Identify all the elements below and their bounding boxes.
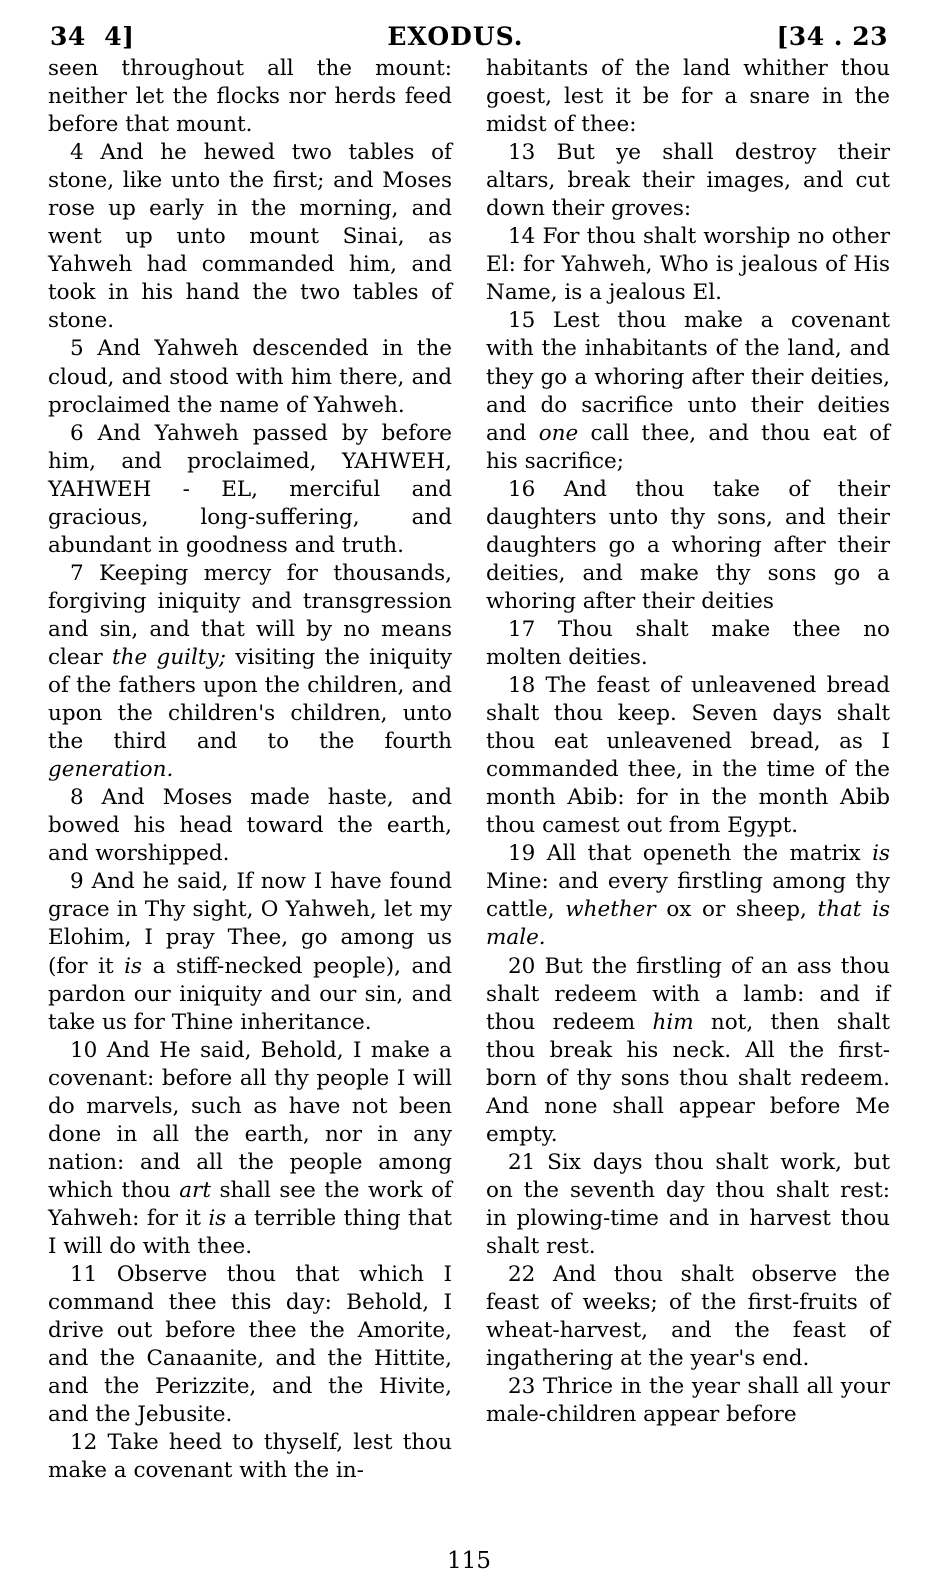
verse-paragraph: 12 Take heed to thyself, lest thou make a covenant with the in-	[48, 1430, 452, 1484]
verse-paragraph: 13 But ye shall destroy their altars, break their images, and cut down their groves:	[486, 140, 890, 222]
verse-paragraph: 8 And Moses made haste, and bowed his head toward the earth, and worshipped.	[48, 785, 452, 867]
verse-paragraph: 9 And he said, If now I have found grace in Thy sight, O Yahweh, let my Elohim, I pray Thee, go among us (for it is a stiff-necked people), and pardon our iniquity and our sin, and take us for Thine inheritance.	[48, 869, 452, 1035]
header-chapter-right: [34 . 23	[776, 22, 888, 51]
verse-paragraph: 18 The feast of unleavened bread shalt thou keep. Seven days shalt thou eat unleavened bread, as I commanded thee, in the time of the month Abib: for in the month Abib thou camest out from Egypt.	[486, 673, 890, 839]
verse-paragraph: 4 And he hewed two tables of stone, like unto the first; and Moses rose up early in the morning, and went up unto mount Sinai, as Yahweh had commanded him, and took in his hand the two tables of stone.	[48, 140, 452, 334]
verse-paragraph: 7 Keeping mercy for thousands, forgiving iniquity and transgression and sin, and that will by no means clear the guilty; visiting the iniquity of the fathers upon the children, and upon the children's children, unto the third and to the fourth generation.	[48, 560, 452, 783]
text-body	[48, 55, 891, 1484]
verse-paragraph: 20 But the firstling of an ass thou shalt redeem with a lamb: and if thou redeem him not, then shalt thou break his neck. All the first-born of thy sons thou shalt redeem. And none shall appear before Me empty.	[486, 953, 891, 1147]
verse-paragraph: 6 And Yahweh passed by before him, and proclaimed, YAHWEH, YAHWEH - EL, merciful and gracious, long-suffering, and abundant in goodness and truth.	[48, 420, 452, 558]
verse-paragraph: 15 Lest thou make a covenant with the inhabitants of the land, and they go a whoring after their deities, and do sacrifice unto their deities and one call thee, and thou eat of his sacrifice;	[486, 308, 890, 474]
verse-paragraph: 19 All that openeth the matrix is Mine: and every firstling among thy cattle, whether ox or sheep, that is male.	[486, 841, 890, 951]
verse-paragraph: 16 And thou take of their daughters unto thy sons, and their daughters go a whoring after their deities, and make thy sons go a whoring after their deities	[486, 476, 890, 614]
verse-paragraph: 23 Thrice in the year shall all your male-children appear before	[486, 1374, 890, 1428]
header-chapter-left: 34 4]	[50, 22, 135, 51]
verse-paragraph: 21 Six days thou shalt work, but on the seventh day thou shalt rest: in plowing-time and in harvest thou shalt rest.	[486, 1149, 890, 1259]
left-column	[48, 55, 452, 1484]
verse-paragraph: habitants of the land whither thou goest, lest it be for a snare in the midst of thee:	[486, 56, 890, 138]
verse-paragraph: 14 For thou shalt worship no other El: for Yahweh, Who is jealous of His Name, is a jealous El.	[486, 224, 890, 306]
right-column	[486, 55, 890, 1465]
verse-paragraph: 10 And He said, Behold, I make a covenant: before all thy people I will do marvels, such as have not been done in all the earth, nor in any nation: and all the people among which thou art shall see the work of Yahweh: for it is a terrible thing that I will do with thee.	[48, 1037, 452, 1259]
verse-paragraph: seen throughout all the mount: neither let the flocks nor herds feed before that mount.	[48, 56, 452, 138]
page-number: 115	[447, 1548, 491, 1574]
verse-paragraph: 11 Observe thou that which I command thee this day: Behold, I drive out before thee the Amorite, and the Canaanite, and the Hittite, and the Perizzite, and the Hivite, and the Jebusite.	[48, 1262, 452, 1428]
page-header	[48, 22, 890, 51]
verse-paragraph: 17 Thou shalt make thee no molten deities.	[486, 616, 890, 670]
header-book-title: EXODUS.	[387, 22, 524, 51]
verse-paragraph: 22 And thou shalt observe the feast of weeks; of the first-fruits of wheat-harvest, and the feast of ingathering at the year's end.	[486, 1262, 890, 1372]
verse-paragraph: 5 And Yahweh descended in the cloud, and stood with him there, and proclaimed the name of Yahweh.	[48, 336, 452, 418]
